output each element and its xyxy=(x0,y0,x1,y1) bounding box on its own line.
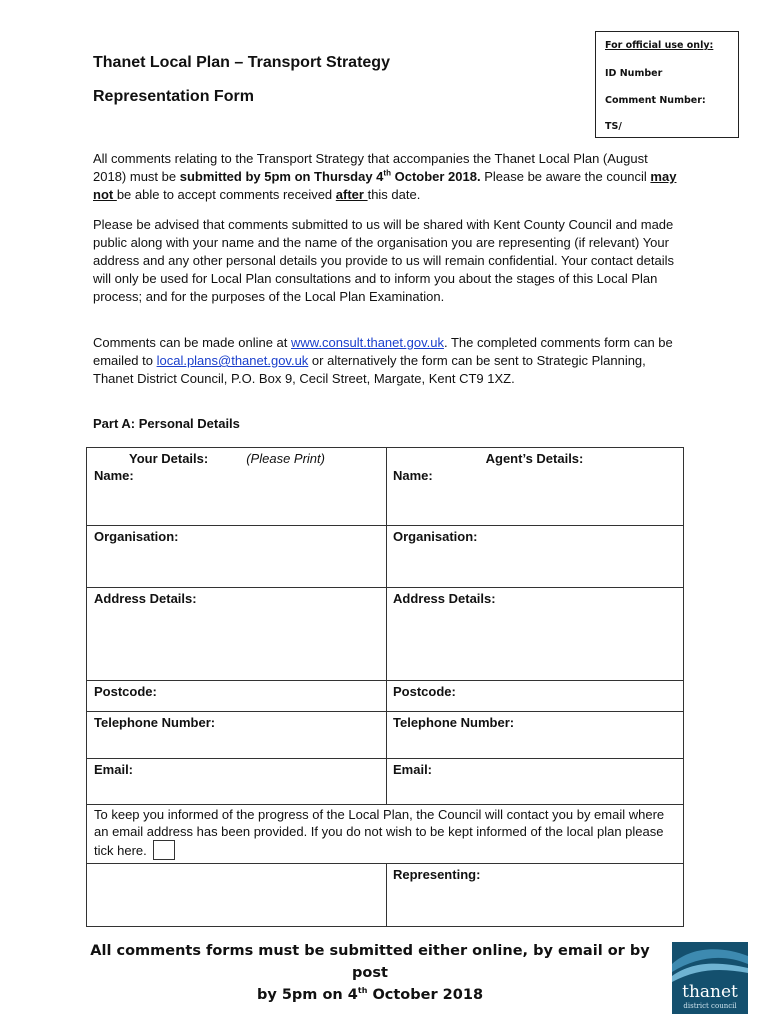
your-telephone-cell[interactable] xyxy=(87,712,386,733)
id-number-label: ID Number xyxy=(605,68,663,79)
optout-checkbox[interactable] xyxy=(153,840,175,860)
ts-label: TS/ xyxy=(605,121,622,132)
your-email-cell[interactable] xyxy=(87,759,386,780)
please-print-note: (Please Print) xyxy=(246,451,325,466)
consult-link[interactable]: www.consult.thanet.gov.uk xyxy=(291,335,444,350)
your-organisation-cell[interactable] xyxy=(87,526,386,547)
part-a-heading: Part A: Personal Details xyxy=(93,416,240,431)
footer-line-1: All comments forms must be submitted either online, by email or by post xyxy=(90,943,650,981)
personal-details-table xyxy=(86,447,684,927)
your-address-cell[interactable] xyxy=(87,588,386,609)
logo-name: thanet xyxy=(682,982,738,1002)
agent-name-label: Name: xyxy=(393,468,433,483)
privacy-paragraph: Please be advised that comments submitted to us will be shared with Kent County Council and made public along with your name and the name of the organisation you are representing (if relevant) Your address and any other personal details you provide to us will remain confidential. Your contact details will only be used for Local Plan consultations and to inform you about the stages of this Local Plan process; and for the purposes of the Local Plan Examination. xyxy=(93,217,675,304)
your-name-label: Name: xyxy=(94,468,134,483)
official-use-heading: For official use only: xyxy=(605,40,714,51)
agent-details-cell[interactable] xyxy=(386,448,683,486)
official-use-box xyxy=(595,31,739,138)
submission-paragraph: Comments can be made online at www.consult.thanet.gov.uk. The completed comments form can be emailed to local.plans@thanet.gov.uk or alternatively the form can be sent to Strategic Planning, Thanet District Council, P.O. Box 9, Cecil Street, Margate, Kent CT9 1XZ. xyxy=(93,335,673,386)
agent-organisation-cell[interactable] xyxy=(386,526,683,547)
your-telephone-label: Telephone Number: xyxy=(94,715,216,730)
agent-email-label: Email: xyxy=(393,762,433,777)
footer-line-2: by 5pm on 4th October 2018 xyxy=(256,986,484,1003)
representing-cell[interactable] xyxy=(386,864,683,885)
agent-address-cell[interactable] xyxy=(386,588,683,609)
agent-details-heading: Agent’s Details: xyxy=(485,451,584,466)
column-divider xyxy=(386,448,387,804)
representing-blank-cell[interactable] xyxy=(87,864,386,926)
page-title: Thanet Local Plan – Transport Strategy xyxy=(93,54,390,71)
agent-telephone-label: Telephone Number: xyxy=(393,715,515,730)
your-postcode-label: Postcode: xyxy=(94,684,157,699)
agent-organisation-label: Organisation: xyxy=(393,529,478,544)
representing-label: Representing: xyxy=(393,867,481,882)
agent-postcode-cell[interactable] xyxy=(386,681,683,702)
your-postcode-cell[interactable] xyxy=(87,681,386,702)
agent-telephone-cell[interactable] xyxy=(386,712,683,733)
intro-deadline-paragraph: All comments relating to the Transport Strategy that accompanies the Thanet Local Plan (August 2018) must be submitted by 5pm on Thursday 4th October 2018. Please be aware the council may not be able to accept comments received after this date. xyxy=(93,151,677,202)
comment-number-label: Comment Number: xyxy=(605,95,706,106)
your-organisation-label: Organisation: xyxy=(94,529,179,544)
agent-postcode-label: Postcode: xyxy=(393,684,456,699)
thanet-logo xyxy=(672,942,748,1014)
your-details-heading: Your Details: xyxy=(129,451,209,466)
email-link[interactable]: local.plans@thanet.gov.uk xyxy=(156,353,309,368)
agent-address-label: Address Details: xyxy=(393,591,496,606)
your-address-label: Address Details: xyxy=(94,591,197,606)
your-details-cell[interactable] xyxy=(87,448,386,486)
email-optout-note: To keep you informed of the progress of the Local Plan, the Council will contact you by email where an email address has been provided. If you do not wish to be kept informed of the local plan please tick here. xyxy=(94,807,665,858)
your-email-label: Email: xyxy=(94,762,134,777)
page-subtitle: Representation Form xyxy=(93,88,254,105)
logo-subtitle: district council xyxy=(683,1002,737,1010)
agent-email-cell[interactable] xyxy=(386,759,683,780)
footer-notice xyxy=(70,940,670,1006)
